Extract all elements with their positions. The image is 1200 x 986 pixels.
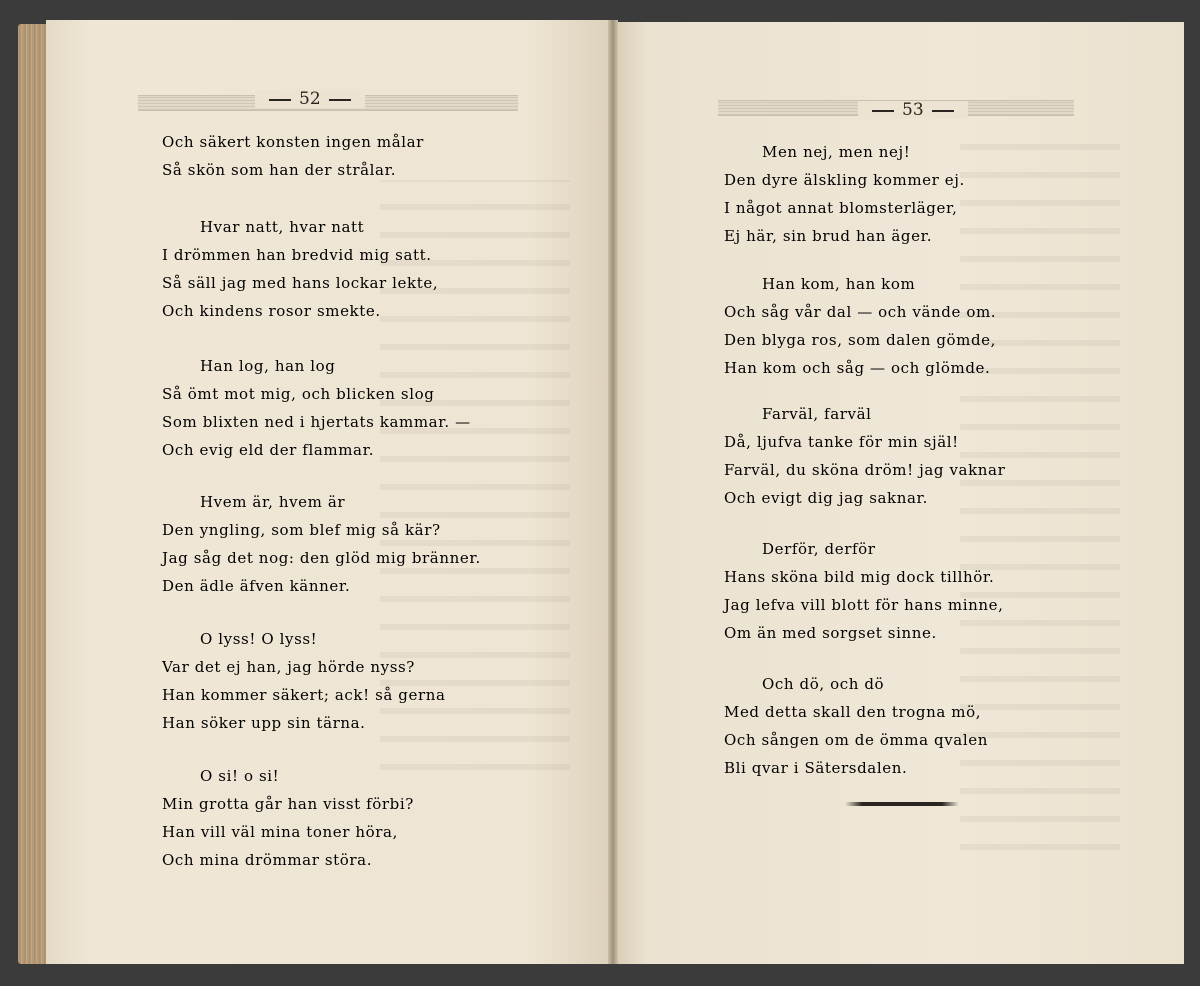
- verse-line: Den yngling, som blef mig så kär?: [162, 521, 441, 539]
- verse-line: Farväl, farväl: [762, 405, 872, 423]
- verse-line: Han söker upp sin tärna.: [162, 714, 366, 732]
- verse-line: Jag såg det nog: den glöd mig bränner.: [162, 549, 481, 567]
- verse-line: I drömmen han bredvid mig satt.: [162, 246, 432, 264]
- left-stanza-5: [162, 625, 446, 737]
- verse-line: Då, ljufva tanke för min själ!: [724, 433, 959, 451]
- dash-left-a: [269, 99, 291, 101]
- verse-line: Så ömt mot mig, och blicken slog: [162, 385, 435, 403]
- verse-line: Med detta skall den trogna mö,: [724, 703, 982, 721]
- verse-line: Hvar natt, hvar natt: [200, 218, 365, 236]
- verse-line: Om än med sorgset sinne.: [724, 624, 937, 642]
- verse-line: Och såg vår dal — och vände om.: [724, 303, 997, 321]
- verse-line: O lyss! O lyss!: [200, 630, 318, 648]
- verse-line: Och evigt dig jag saknar.: [724, 489, 929, 507]
- dash-right-a: [872, 110, 894, 112]
- verse-line: Och dö, och dö: [762, 675, 885, 693]
- verse-line: Den blyga ros, som dalen gömde,: [724, 331, 997, 349]
- verse-line: Han log, han log: [200, 357, 336, 375]
- right-stanza-3: [724, 400, 1005, 512]
- left-stanza-1: [162, 128, 424, 184]
- verse-line: Han kom och såg — och glömde.: [724, 359, 991, 377]
- verse-line: Var det ej han, jag hörde nyss?: [162, 658, 415, 676]
- left-stanza-4: [162, 488, 481, 600]
- verse-line: Och kindens rosor smekte.: [162, 302, 381, 320]
- dash-left-b: [329, 99, 351, 101]
- right-page-number: [858, 101, 968, 119]
- right-page-number-text: 53: [902, 100, 924, 120]
- left-stanza-2: [162, 213, 438, 325]
- verse-line: Han kom, han kom: [762, 275, 916, 293]
- verse-line: Och mina drömmar störa.: [162, 851, 373, 869]
- verse-line: I något annat blomsterläger,: [724, 199, 958, 217]
- verse-line: Han vill väl mina toner höra,: [162, 823, 398, 841]
- right-stanza-2: [724, 270, 996, 382]
- verse-line: Jag lefva vill blott för hans minne,: [724, 596, 1004, 614]
- verse-line: Min grotta går han visst förbi?: [162, 795, 414, 813]
- left-stanza-3: [162, 352, 471, 464]
- verse-line: Men nej, men nej!: [762, 143, 911, 161]
- dash-right-b: [932, 110, 954, 112]
- verse-line: Han kommer säkert; ack! så gerna: [162, 686, 446, 704]
- verse-line: Ej här, sin brud han äger.: [724, 227, 933, 245]
- verse-line: O si! o si!: [200, 767, 280, 785]
- verse-line: Och evig eld der flammar.: [162, 441, 375, 459]
- end-ornament-rule: [845, 802, 959, 806]
- verse-line: Så säll jag med hans lockar lekte,: [162, 274, 439, 292]
- verse-line: Den dyre älskling kommer ej.: [724, 171, 965, 189]
- verse-line: Som blixten ned i hjertats kammar. —: [162, 413, 471, 431]
- verse-line: Derför, derför: [762, 540, 876, 558]
- verse-line: Och säkert konsten ingen målar: [162, 133, 424, 151]
- right-stanza-4: [724, 535, 1003, 647]
- book-gutter: [608, 20, 618, 964]
- verse-line: Den ädle äfven känner.: [162, 577, 351, 595]
- right-stanza-5: [724, 670, 988, 782]
- left-page-number-text: 52: [299, 89, 321, 109]
- verse-line: Hvem är, hvem är: [200, 493, 346, 511]
- right-stanza-1: [724, 138, 965, 250]
- left-page-number: [255, 90, 365, 108]
- verse-line: Och sången om de ömma qvalen: [724, 731, 988, 749]
- verse-line: Farväl, du sköna dröm! jag vaknar: [724, 461, 1006, 479]
- left-stanza-6: [162, 762, 414, 874]
- verse-line: Så skön som han der strålar.: [162, 161, 397, 179]
- verse-line: Bli qvar i Sätersdalen.: [724, 759, 908, 777]
- verse-line: Hans sköna bild mig dock tillhör.: [724, 568, 995, 586]
